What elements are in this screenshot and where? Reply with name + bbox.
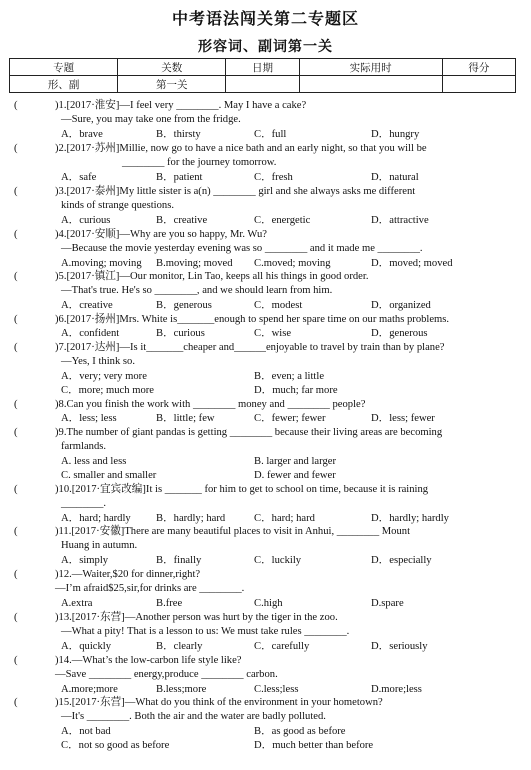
question-stem: )2.[2017·苏州]Millie, now go to have a nice bath and an early night, so that you will be xyxy=(55,143,427,154)
info-col-topic: 专题 xyxy=(10,59,118,76)
option-a[interactable]: A.more;more xyxy=(61,683,118,695)
answer-paren-open[interactable]: ( xyxy=(14,484,18,495)
question-subline: —Save ________ energy,produce ________ carbon. xyxy=(55,669,278,681)
question-stem: )9.The number of giant pandas is getting ________ because their living areas are becoming xyxy=(55,427,443,438)
question-stem: )6.[2017·扬州]Mrs. White is_______enough to spend her spare time on our maths problems. xyxy=(55,314,450,325)
option-b[interactable]: B.moving; moved xyxy=(156,257,233,269)
option-d[interactable]: D. fewer and fewer xyxy=(254,469,336,481)
option-a[interactable]: A．curious xyxy=(61,214,111,226)
option-b[interactable]: B．curious xyxy=(156,328,205,340)
answer-paren-open[interactable]: ( xyxy=(14,526,18,537)
option-b[interactable]: B. larger and larger xyxy=(254,455,336,467)
option-d[interactable]: D．less; fewer xyxy=(371,413,435,425)
question-subline: kinds of strange questions. xyxy=(61,200,174,212)
question-subline: ________. xyxy=(61,498,107,510)
answer-paren-open[interactable]: ( xyxy=(14,612,18,623)
option-c[interactable]: C．hard; hard xyxy=(254,512,315,524)
info-table-value-row xyxy=(10,76,516,93)
answer-paren-open[interactable]: ( xyxy=(14,427,18,438)
question-subline: —That's true. He's so ________, and we should learn from him. xyxy=(61,285,333,297)
option-d[interactable]: D．attractive xyxy=(371,214,429,226)
option-d[interactable]: D．natural xyxy=(371,171,419,183)
option-a[interactable]: A. less and less xyxy=(61,455,127,467)
option-d[interactable]: D．generous xyxy=(371,328,428,340)
answer-paren-open[interactable]: ( xyxy=(14,143,18,154)
answer-paren-open[interactable]: ( xyxy=(14,186,18,197)
answer-paren-open[interactable]: ( xyxy=(14,229,18,240)
question-stem: )10.[2017·宜宾改编]It is _______ for him to get to school on time, because it is raining xyxy=(55,484,429,495)
info-col-level: 关数 xyxy=(118,59,226,76)
option-b[interactable]: B.free xyxy=(156,597,183,609)
option-b[interactable]: B．finally xyxy=(156,554,202,566)
option-b[interactable]: B.less;more xyxy=(156,683,207,695)
question-subline: —Because the movie yesterday evening was so ________ and it made me ________. xyxy=(61,243,423,255)
question-stem: )1.[2017·淮安]—I feel very ________. May I have a cake? xyxy=(55,100,307,111)
question-stem: )5.[2017·镇江]—Our monitor, Lin Tao, keeps all his things in good order. xyxy=(55,271,369,282)
question-stem: )14.—What’s the low-carbon life style like? xyxy=(55,655,242,666)
option-c[interactable]: C．fewer; fewer xyxy=(254,413,326,425)
option-c[interactable]: C．modest xyxy=(254,299,303,311)
answer-paren-open[interactable]: ( xyxy=(14,314,18,325)
option-a[interactable]: A．brave xyxy=(61,128,103,140)
question-stem: )12.—Waiter,$20 for dinner,right? xyxy=(55,569,201,580)
question-subline: —It's ________. Both the air and the water are badly polluted. xyxy=(61,711,326,723)
option-c[interactable]: C．wise xyxy=(254,328,292,340)
option-d[interactable]: D．moved; moved xyxy=(371,257,453,269)
option-b[interactable]: B．patient xyxy=(156,171,203,183)
option-c[interactable]: C．carefully xyxy=(254,640,310,652)
option-d[interactable]: D．especially xyxy=(371,554,432,566)
answer-paren-open[interactable]: ( xyxy=(14,271,18,282)
option-b[interactable]: B．hardly; hard xyxy=(156,512,226,524)
option-c[interactable]: C．more; much more xyxy=(61,384,154,396)
option-d[interactable]: D．much; far more xyxy=(254,384,338,396)
option-c[interactable]: C. smaller and smaller xyxy=(61,469,157,481)
option-d[interactable]: D．hardly; hardly xyxy=(371,512,449,524)
question-subline: ________ for the journey tomorrow. xyxy=(122,157,277,169)
option-d[interactable]: D．seriously xyxy=(371,640,428,652)
info-val-date[interactable] xyxy=(226,76,299,93)
option-c[interactable]: C．not so good as before xyxy=(61,739,170,751)
option-d[interactable]: D．much better than before xyxy=(254,739,374,751)
answer-paren-open[interactable]: ( xyxy=(14,655,18,666)
question-subline: —What a pity! That is a lesson to us: We must take rules ________. xyxy=(61,626,350,638)
question-subline: —Sure, you may take one from the fridge. xyxy=(61,114,241,126)
question-stem: )11.[2017·安徽]There are many beautiful places to visit in Anhui, ________ Mount xyxy=(55,526,411,537)
question-stem: )13.[2017·东营]—Another person was hurt by the tiger in the zoo. xyxy=(55,612,338,623)
option-a[interactable]: A．less; less xyxy=(61,413,117,425)
question-stem: )4.[2017·安顺]—Why are you so happy, Mr. Wu? xyxy=(55,229,267,240)
answer-paren-open[interactable]: ( xyxy=(14,342,18,353)
option-a[interactable]: A．not bad xyxy=(61,725,111,737)
question-subline: Huang in autumn. xyxy=(61,540,138,552)
option-c[interactable]: C．energetic xyxy=(254,214,311,226)
option-a[interactable]: A．quickly xyxy=(61,640,112,652)
option-a[interactable]: A．very; very more xyxy=(61,370,147,382)
page-subtitle: 形容词、副词第一关 xyxy=(198,39,333,55)
option-b[interactable]: B．little; few xyxy=(156,413,215,425)
info-table xyxy=(9,58,516,93)
option-c[interactable]: C．full xyxy=(254,128,287,140)
option-b[interactable]: B．even; a little xyxy=(254,370,325,382)
info-col-date: 日期 xyxy=(226,59,299,76)
info-col-time: 实际用时 xyxy=(299,59,442,76)
option-a[interactable]: A．hard; hardly xyxy=(61,512,131,524)
page-title: 中考语法闯关第二专题区 xyxy=(171,9,359,28)
answer-paren-open[interactable]: ( xyxy=(14,569,18,580)
option-a[interactable]: A．simply xyxy=(61,554,109,566)
option-a[interactable]: A．safe xyxy=(61,171,97,183)
option-d[interactable]: D.spare xyxy=(371,597,404,609)
answer-paren-open[interactable]: ( xyxy=(14,697,18,708)
option-c[interactable]: C．fresh xyxy=(254,171,293,183)
option-b[interactable]: B．creative xyxy=(156,214,208,226)
question-stem: )8.Can you finish the work with ________ money and ________ people? xyxy=(55,399,366,410)
question-stem: )7.[2017·达州]—Is it_______cheaper and______enjoyable to travel by train than by plane? xyxy=(55,342,445,353)
option-c[interactable]: C.less;less xyxy=(254,683,299,695)
info-val-time[interactable] xyxy=(299,76,442,93)
option-b[interactable]: B．generous xyxy=(156,299,212,311)
answer-paren-open[interactable]: ( xyxy=(14,100,18,111)
info-col-score: 得分 xyxy=(442,59,515,76)
option-b[interactable]: B．as good as before xyxy=(254,725,346,737)
option-d[interactable]: D.more;less xyxy=(371,683,422,695)
option-c[interactable]: C.high xyxy=(254,597,283,609)
question-stem: )15.[2017·东营]—What do you think of the environment in your hometown? xyxy=(55,697,383,708)
option-d[interactable]: D．organized xyxy=(371,299,431,311)
info-table-header-row xyxy=(10,59,516,76)
option-a[interactable]: A.extra xyxy=(61,597,93,609)
option-b[interactable]: B．clearly xyxy=(156,640,203,652)
question-subline: —I’m afraid$25,sir,for drinks are ________. xyxy=(55,583,245,595)
option-a[interactable]: A.moving; moving xyxy=(61,257,142,269)
info-val-topic: 形、副 xyxy=(10,76,118,93)
question-stem: )3.[2017·泰州]My little sister is a(n) ________ girl and she always asks me different xyxy=(55,186,416,197)
option-c[interactable]: C.moved; moving xyxy=(254,257,331,269)
question-subline: farmlands. xyxy=(61,441,107,453)
option-d[interactable]: D．hungry xyxy=(371,128,420,140)
option-b[interactable]: B．thirsty xyxy=(156,128,201,140)
answer-paren-open[interactable]: ( xyxy=(14,399,18,410)
info-val-level: 第一关 xyxy=(118,76,226,93)
option-c[interactable]: C．luckily xyxy=(254,554,302,566)
option-a[interactable]: A．confident xyxy=(61,328,120,340)
info-val-score[interactable] xyxy=(442,76,515,93)
question-subline: —Yes, I think so. xyxy=(61,356,135,368)
option-a[interactable]: A．creative xyxy=(61,299,113,311)
